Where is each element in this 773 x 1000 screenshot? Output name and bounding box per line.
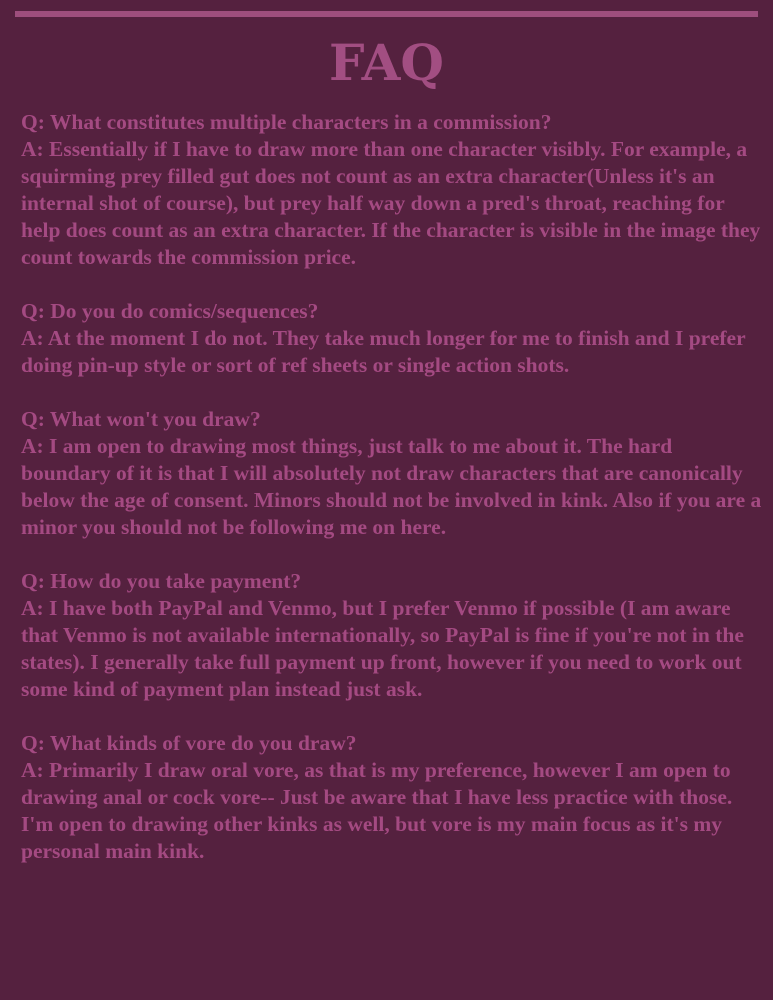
faq-list [21, 109, 765, 865]
faq-answer: A: Primarily I draw oral vore, as that is my preference, however I am open to drawing anal or cock vore-- Just be aware that I have less practice with those. I'm open to drawing other kinks as well, but vore is my main focus as it's my personal main kink. [21, 758, 733, 863]
faq-item-multiple-characters [21, 109, 765, 271]
faq-question: Q: How do you take payment? [21, 569, 302, 593]
faq-question: Q: What kinds of vore do you draw? [21, 731, 357, 755]
faq-item-vore-kinds [21, 730, 765, 865]
faq-answer: A: Essentially if I have to draw more than one character visibly. For example, a squirming prey filled gut does not count as an extra character(Unless it's an internal shot of course), but prey half way down a pred's throat, reaching for help does count as an extra character. If the character is visible in the image they count towards the commission price. [21, 137, 761, 269]
faq-answer: A: I have both PayPal and Venmo, but I prefer Venmo if possible (I am aware that Venmo is not available internationally, so PayPal is fine if you're not in the states). I generally take full payment up front, however if you need to work out some kind of payment plan instead just ask. [21, 596, 744, 701]
faq-item-wont-draw [21, 406, 765, 541]
faq-item-payment [21, 568, 765, 703]
faq-answer: A: I am open to drawing most things, just talk to me about it. The hard boundary of it is that I will absolutely not draw characters that are canonically below the age of consent. Minors should not be involved in kink. Also if you are a minor you should not be following me on here. [21, 434, 762, 539]
faq-answer: A: At the moment I do not. They take much longer for me to finish and I prefer doing pin-up style or sort of ref sheets or single action shots. [21, 326, 746, 377]
page-title: FAQ [329, 33, 444, 92]
faq-question: Q: Do you do comics/sequences? [21, 299, 319, 323]
faq-item-comics [21, 298, 765, 379]
faq-question: Q: What won't you draw? [21, 407, 261, 431]
top-divider [15, 11, 758, 17]
faq-question: Q: What constitutes multiple characters in a commission? [21, 110, 552, 134]
